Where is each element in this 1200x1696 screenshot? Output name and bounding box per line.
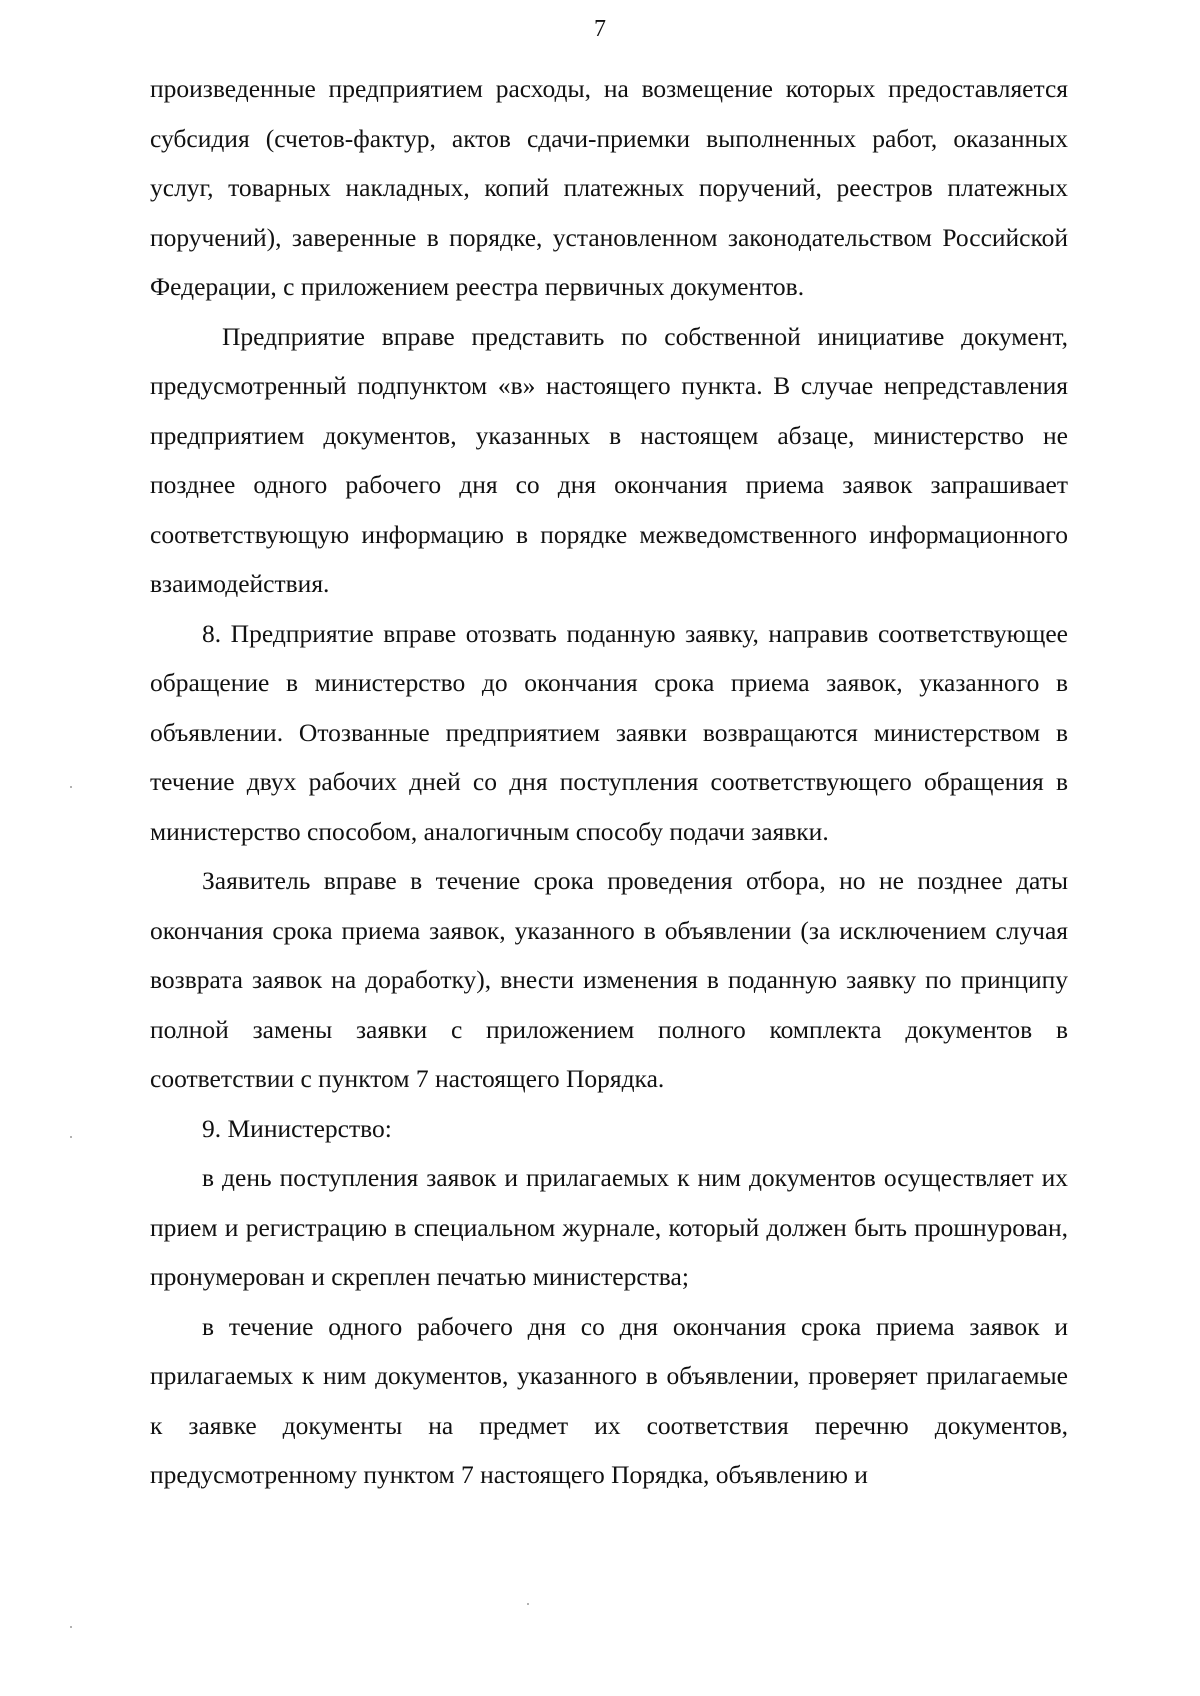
paragraph-applicant-changes: Заявитель вправе в течение срока проведения отбора, но не позднее даты окончания срока приема заявок, указанного в объявлении (за исключением случая возврата заявок на доработку), внести изменения в поданную заявку по принципу полной замены заявки с приложением полного комплекта документов в соответствии с пунктом 7 настоящего Порядка. [150,866,1068,1093]
scan-speck [70,786,72,788]
paragraph-registration: в день поступления заявок и прилагаемых к ним документов осуществляет их прием и регистрацию в специальном журнале, который должен быть прошнурован, пронумерован и скреплен печатью министерства; [150,1163,1068,1291]
scan-speck [70,1626,72,1628]
paragraph-clause-9-heading: 9. Министерство: [202,1113,392,1143]
scan-speck [70,1136,72,1138]
scan-speck [527,1603,529,1605]
page-number: 7 [594,16,606,42]
paragraph-continuation: произведенные предприятием расходы, на возмещение которых предоставляется субсидия (счетов-фактур, актов сдачи-приемки выполненных работ, оказанных услуг, товарных накладных, копий платежных поручений, реестров платежных поручений), заверенные в порядке, установленном законодательством Российской Федерации, с приложением реестра первичных документов. [150,74,1068,301]
document-body [150,64,1068,1500]
paragraph-own-initiative: Предприятие вправе представить по собственной инициативе документ, предусмотренный подпунктом «в» настоящего пункта. В случае непредставления предприятием документов, указанных в настоящем абзаце, министерство не позднее одного рабочего дня со дня окончания приема заявок запрашивает соответствующую информацию в порядке межведомственного информационного взаимодействия. [150,321,1068,598]
paragraph-clause-8: 8. Предприятие вправе отозвать поданную заявку, направив соответствующее обращение в министерство до окончания срока приема заявок, указанного в объявлении. Отозванные предприятием заявки возвращаются министерством в течение двух рабочих дней со дня поступления соответствующего обращения в министерство способом, аналогичным способу подачи заявки. [150,618,1068,846]
paragraph-document-check: в течение одного рабочего дня со дня окончания срока приема заявок и прилагаемых к ним документов, указанного в объявлении, проверяет прилагаемые к заявке документы на предмет их соответствия перечню документов, предусмотренному пунктом 7 настоящего Порядка, объявлению и [150,1311,1068,1489]
